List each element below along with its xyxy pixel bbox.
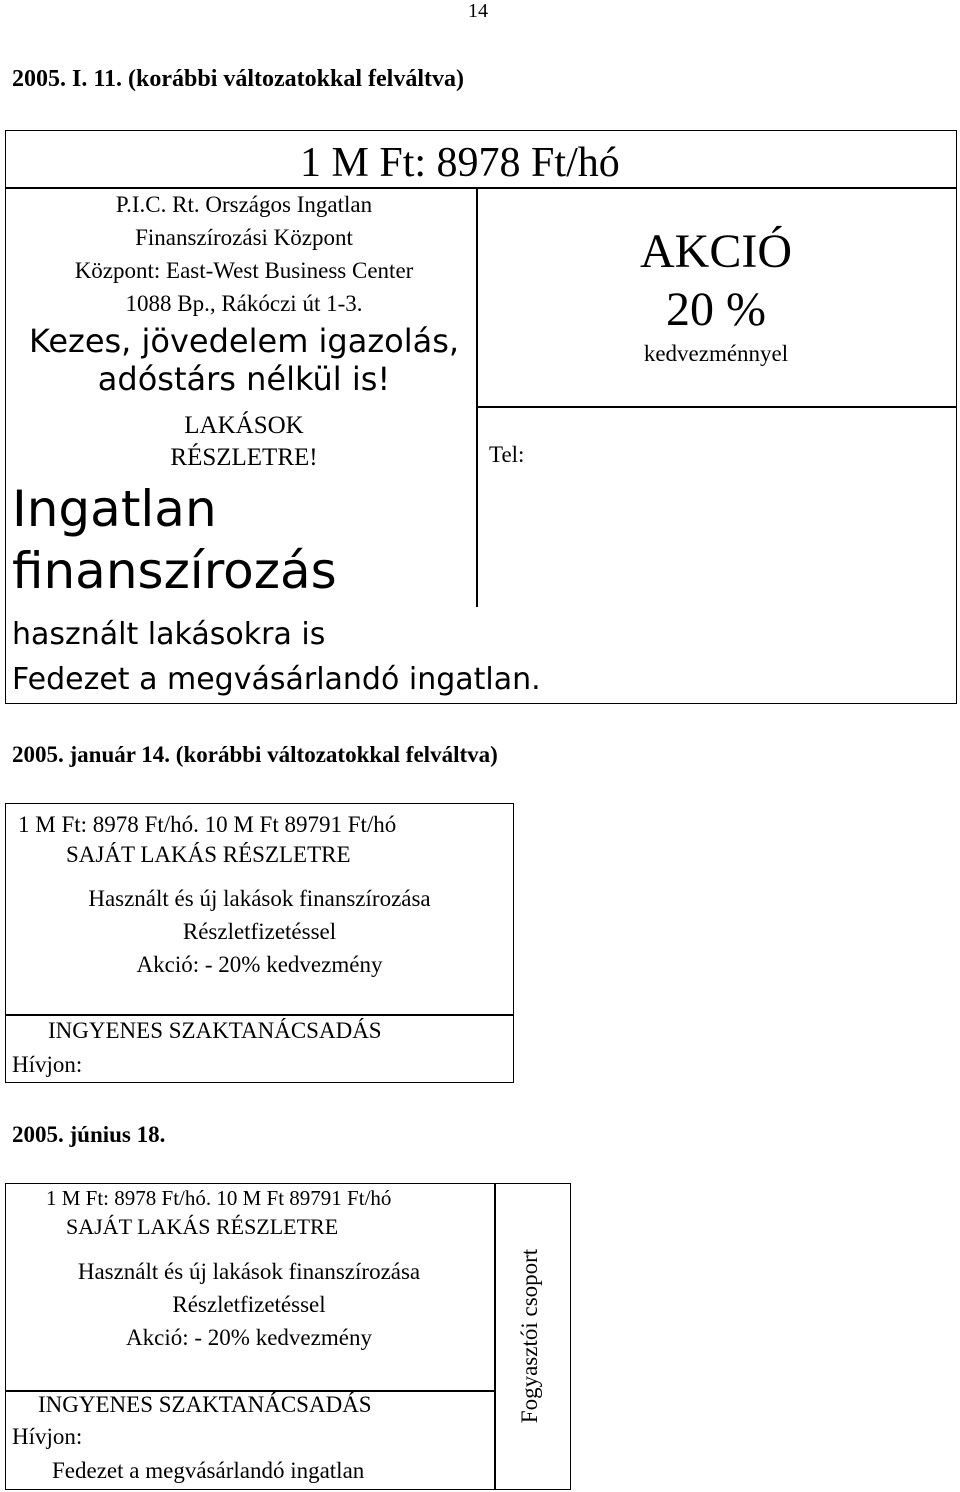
ad3-free-advice: INGYENES SZAKTANÁCSADÁS xyxy=(38,1392,372,1417)
ad1-headline: 1 M Ft: 8978 Ft/hó xyxy=(300,140,620,186)
ad3-discount: Akció: - 20% kedvezmény xyxy=(126,1325,372,1350)
ad3-call: Hívjon: xyxy=(12,1424,83,1449)
ad1-akcio-sub: kedvezménnyel xyxy=(643,341,789,366)
section1-date-heading: 2005. I. 11. (korábbi változatokkal felváltva) xyxy=(12,66,465,92)
ad3-collateral: Fedezet a megvásárlandó ingatlan xyxy=(52,1458,365,1483)
ad1-company-line: Finanszírozási Központ xyxy=(135,225,353,250)
page-number: 14 xyxy=(468,0,488,22)
ad2-divider xyxy=(6,1014,513,1016)
ad1-company-line: Központ: East-West Business Center xyxy=(74,258,414,283)
ad3-rates-line: 1 M Ft: 8978 Ft/hó. 10 M Ft 89791 Ft/hó xyxy=(46,1186,392,1210)
ad2-installment: Részletfizetéssel xyxy=(182,919,337,944)
ad1-slogan-line: Kezes, jövedelem igazolás, xyxy=(28,322,460,360)
ad1-slogan-line: adóstárs nélkül is! xyxy=(97,360,391,398)
ad1-used-apartments: használt lakásokra is xyxy=(12,617,326,652)
ad1-lakasok xyxy=(0,410,488,474)
ad3-divider-vertical xyxy=(494,1184,496,1489)
ad1-company-block xyxy=(0,188,488,320)
ad2-call: Hívjon: xyxy=(12,1052,83,1077)
section2-date-heading: 2005. január 14. (korábbi változatokkal felváltva) xyxy=(12,742,498,767)
ad3-own-home: SAJÁT LAKÁS RÉSZLETRE xyxy=(66,1214,339,1239)
ad1-divider-bottom xyxy=(476,406,956,408)
ad2-own-home: SAJÁT LAKÁS RÉSZLETRE xyxy=(66,842,351,867)
section3-date-heading: 2005. június 18. xyxy=(12,1122,166,1147)
ad3-financing: Használt és új lakások finanszírozása xyxy=(77,1259,421,1284)
ad3-side-label: Fogyasztói csoport xyxy=(517,1248,542,1424)
ad1-tel-label: Tel: xyxy=(489,442,525,467)
ad1-big-title-line: finanszírozás xyxy=(12,542,337,600)
ad1-divider-right-box xyxy=(476,187,956,189)
ad3-installment: Részletfizetéssel xyxy=(172,1292,326,1317)
ad1-akcio-title: AKCIÓ xyxy=(640,225,792,278)
ad1-slogan xyxy=(0,322,488,398)
ad1-collateral: Fedezet a megvásárlandó ingatlan. xyxy=(12,662,541,697)
ad1-akcio-percent: 20 % xyxy=(666,283,766,336)
ad2-free-advice: INGYENES SZAKTANÁCSADÁS xyxy=(48,1018,382,1043)
ad1-company-line: 1088 Bp., Rákóczi út 1-3. xyxy=(125,291,363,316)
ad1-big-title xyxy=(12,478,337,602)
ad2-rates-line: 1 M Ft: 8978 Ft/hó. 10 M Ft 89791 Ft/hó xyxy=(18,812,397,837)
ad2-financing: Használt és új lakások finanszírozása xyxy=(88,886,431,911)
ad1-lakasok-line: LAKÁSOK xyxy=(184,412,304,439)
ad1-lakasok-line: RÉSZLETRE! xyxy=(170,444,318,471)
ad2-discount: Akció: - 20% kedvezmény xyxy=(136,952,383,977)
ad1-big-title-line: Ingatlan xyxy=(12,480,217,538)
ad1-company-line: P.I.C. Rt. Országos Ingatlan xyxy=(115,192,373,217)
